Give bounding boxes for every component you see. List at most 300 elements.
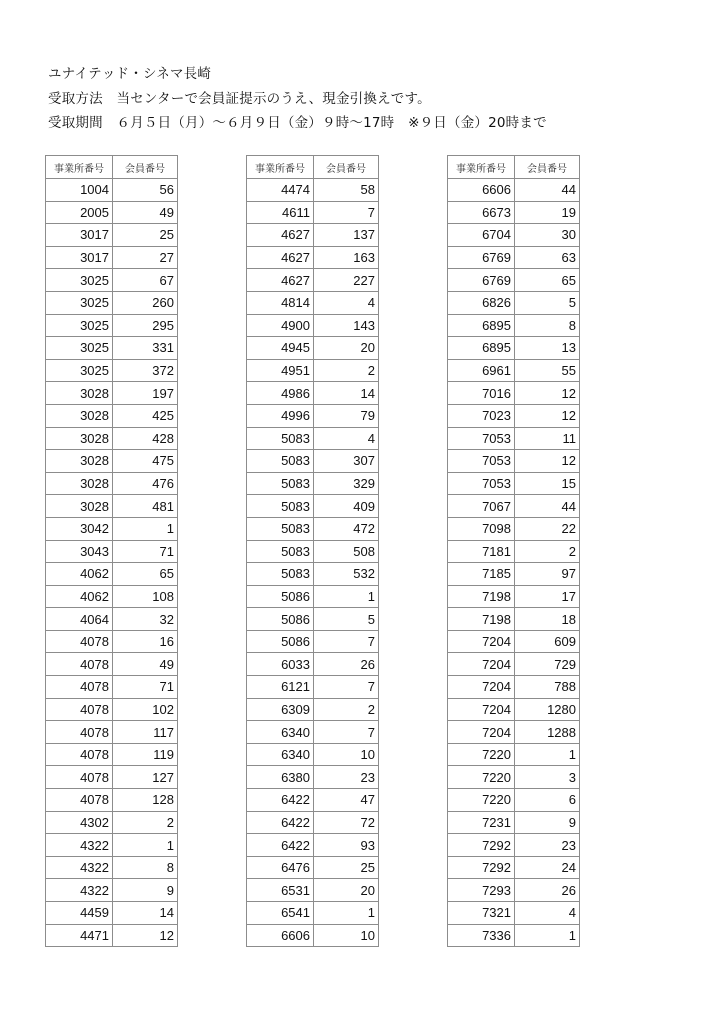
table-row bbox=[247, 789, 379, 812]
office-number-header: 事業所番号 bbox=[46, 156, 113, 179]
office-number-cell: 4627 bbox=[247, 246, 314, 269]
table-row bbox=[247, 495, 379, 518]
document-header bbox=[48, 62, 547, 136]
office-number-cell: 6121 bbox=[247, 676, 314, 699]
member-number-cell: 22 bbox=[515, 517, 580, 540]
table-row bbox=[46, 653, 178, 676]
member-number-cell: 25 bbox=[113, 224, 178, 247]
table-row bbox=[46, 540, 178, 563]
member-number-cell: 788 bbox=[515, 676, 580, 699]
table-row bbox=[46, 924, 178, 947]
office-number-cell: 6961 bbox=[448, 359, 515, 382]
office-number-cell: 7016 bbox=[448, 382, 515, 405]
table-row bbox=[247, 879, 379, 902]
member-number-header: 会員番号 bbox=[113, 156, 178, 179]
office-number-cell: 7204 bbox=[448, 676, 515, 699]
office-number-cell: 6769 bbox=[448, 269, 515, 292]
member-number-cell: 10 bbox=[314, 743, 379, 766]
office-number-cell: 6541 bbox=[247, 902, 314, 925]
office-number-cell: 6340 bbox=[247, 721, 314, 744]
office-number-cell: 4078 bbox=[46, 698, 113, 721]
table-row bbox=[448, 404, 580, 427]
office-number-cell: 6531 bbox=[247, 879, 314, 902]
office-number-cell: 3017 bbox=[46, 224, 113, 247]
table-row bbox=[247, 721, 379, 744]
office-number-cell: 4627 bbox=[247, 269, 314, 292]
office-number-cell: 3025 bbox=[46, 337, 113, 360]
office-number-cell: 4078 bbox=[46, 653, 113, 676]
table-row bbox=[448, 743, 580, 766]
table-row bbox=[247, 179, 379, 202]
member-number-cell: 17 bbox=[515, 585, 580, 608]
table-row bbox=[448, 879, 580, 902]
member-number-cell: 729 bbox=[515, 653, 580, 676]
member-number-cell: 5 bbox=[515, 291, 580, 314]
office-number-cell: 4611 bbox=[247, 201, 314, 224]
office-number-cell: 7204 bbox=[448, 698, 515, 721]
office-number-cell: 4945 bbox=[247, 337, 314, 360]
table-row bbox=[448, 246, 580, 269]
table-row bbox=[46, 811, 178, 834]
office-number-cell: 3028 bbox=[46, 427, 113, 450]
table-row bbox=[448, 540, 580, 563]
member-number-cell: 97 bbox=[515, 563, 580, 586]
member-number-cell: 409 bbox=[314, 495, 379, 518]
member-number-cell: 1 bbox=[515, 743, 580, 766]
table-row bbox=[448, 201, 580, 224]
member-number-cell: 7 bbox=[314, 721, 379, 744]
member-number-cell: 307 bbox=[314, 450, 379, 473]
office-number-cell: 4064 bbox=[46, 608, 113, 631]
table-row bbox=[46, 179, 178, 202]
office-number-cell: 3017 bbox=[46, 246, 113, 269]
office-number-cell: 3028 bbox=[46, 495, 113, 518]
office-number-cell: 6606 bbox=[448, 179, 515, 202]
member-number-cell: 260 bbox=[113, 291, 178, 314]
member-number-cell: 56 bbox=[113, 179, 178, 202]
table-row bbox=[247, 630, 379, 653]
member-number-cell: 1280 bbox=[515, 698, 580, 721]
member-number-cell: 79 bbox=[314, 404, 379, 427]
office-number-cell: 5083 bbox=[247, 563, 314, 586]
office-number-cell: 7023 bbox=[448, 404, 515, 427]
table-row bbox=[448, 721, 580, 744]
table-row bbox=[46, 563, 178, 586]
office-number-cell: 7231 bbox=[448, 811, 515, 834]
member-number-cell: 197 bbox=[113, 382, 178, 405]
office-number-cell: 7198 bbox=[448, 585, 515, 608]
table-row bbox=[247, 585, 379, 608]
table-row bbox=[46, 291, 178, 314]
table-row bbox=[247, 337, 379, 360]
table-row bbox=[46, 608, 178, 631]
office-number-cell: 7067 bbox=[448, 495, 515, 518]
member-number-cell: 24 bbox=[515, 856, 580, 879]
table-row bbox=[46, 743, 178, 766]
member-number-cell: 331 bbox=[113, 337, 178, 360]
table-row bbox=[448, 269, 580, 292]
member-number-cell: 23 bbox=[314, 766, 379, 789]
office-number-cell: 4814 bbox=[247, 291, 314, 314]
member-number-cell: 14 bbox=[314, 382, 379, 405]
member-number-cell: 3 bbox=[515, 766, 580, 789]
member-number-header: 会員番号 bbox=[314, 156, 379, 179]
table-row bbox=[448, 179, 580, 202]
member-number-cell: 5 bbox=[314, 608, 379, 631]
office-number-cell: 6769 bbox=[448, 246, 515, 269]
office-number-cell: 3028 bbox=[46, 382, 113, 405]
table-row bbox=[46, 676, 178, 699]
member-number-cell: 128 bbox=[113, 789, 178, 812]
office-number-cell: 3028 bbox=[46, 472, 113, 495]
table-row bbox=[448, 608, 580, 631]
office-number-cell: 5083 bbox=[247, 495, 314, 518]
office-number-cell: 6422 bbox=[247, 811, 314, 834]
table-row bbox=[448, 585, 580, 608]
table-row bbox=[247, 676, 379, 699]
table-row bbox=[46, 789, 178, 812]
table-row bbox=[46, 856, 178, 879]
member-number-cell: 8 bbox=[515, 314, 580, 337]
member-number-cell: 8 bbox=[113, 856, 178, 879]
table-row bbox=[46, 359, 178, 382]
office-number-cell: 6476 bbox=[247, 856, 314, 879]
office-number-cell: 5086 bbox=[247, 630, 314, 653]
office-number-cell: 4078 bbox=[46, 766, 113, 789]
member-number-cell: 472 bbox=[314, 517, 379, 540]
table-row bbox=[448, 856, 580, 879]
member-number-cell: 7 bbox=[314, 676, 379, 699]
member-number-cell: 26 bbox=[515, 879, 580, 902]
table-row bbox=[46, 201, 178, 224]
member-number-cell: 1 bbox=[314, 585, 379, 608]
member-number-cell: 30 bbox=[515, 224, 580, 247]
office-number-header: 事業所番号 bbox=[247, 156, 314, 179]
member-number-cell: 7 bbox=[314, 630, 379, 653]
office-number-cell: 4322 bbox=[46, 834, 113, 857]
office-number-cell: 4459 bbox=[46, 902, 113, 925]
member-number-cell: 49 bbox=[113, 653, 178, 676]
table-row bbox=[448, 653, 580, 676]
table-row bbox=[247, 359, 379, 382]
member-number-cell: 27 bbox=[113, 246, 178, 269]
office-number-cell: 3025 bbox=[46, 269, 113, 292]
table-row bbox=[247, 450, 379, 473]
office-number-cell: 4996 bbox=[247, 404, 314, 427]
member-table-1 bbox=[45, 155, 178, 947]
member-number-cell: 508 bbox=[314, 540, 379, 563]
office-number-cell: 3042 bbox=[46, 517, 113, 540]
office-number-cell: 4322 bbox=[46, 879, 113, 902]
table-row bbox=[46, 902, 178, 925]
table-row bbox=[247, 608, 379, 631]
table-row bbox=[46, 472, 178, 495]
table-row bbox=[247, 404, 379, 427]
table-row bbox=[247, 653, 379, 676]
member-number-cell: 295 bbox=[113, 314, 178, 337]
table-row bbox=[448, 811, 580, 834]
table-row bbox=[46, 450, 178, 473]
member-number-cell: 117 bbox=[113, 721, 178, 744]
office-number-cell: 7336 bbox=[448, 924, 515, 947]
office-number-cell: 7053 bbox=[448, 427, 515, 450]
office-number-cell: 7292 bbox=[448, 856, 515, 879]
table-row bbox=[448, 698, 580, 721]
table-row bbox=[46, 314, 178, 337]
office-number-cell: 6340 bbox=[247, 743, 314, 766]
table-row bbox=[247, 540, 379, 563]
table-row bbox=[448, 382, 580, 405]
table-row bbox=[448, 427, 580, 450]
office-number-cell: 4078 bbox=[46, 789, 113, 812]
member-number-cell: 25 bbox=[314, 856, 379, 879]
office-number-cell: 4078 bbox=[46, 630, 113, 653]
member-number-cell: 12 bbox=[515, 404, 580, 427]
table-row bbox=[46, 630, 178, 653]
member-number-cell: 532 bbox=[314, 563, 379, 586]
member-number-cell: 12 bbox=[515, 382, 580, 405]
member-number-cell: 16 bbox=[113, 630, 178, 653]
venue-name: ユナイテッド・シネマ長崎 bbox=[48, 66, 212, 82]
office-number-cell: 6309 bbox=[247, 698, 314, 721]
member-number-cell: 55 bbox=[515, 359, 580, 382]
member-number-cell: 476 bbox=[113, 472, 178, 495]
member-number-cell: 1 bbox=[113, 834, 178, 857]
member-number-cell: 108 bbox=[113, 585, 178, 608]
member-number-header: 会員番号 bbox=[515, 156, 580, 179]
member-number-cell: 1 bbox=[314, 902, 379, 925]
table-row bbox=[247, 224, 379, 247]
member-number-cell: 23 bbox=[515, 834, 580, 857]
member-number-cell: 65 bbox=[515, 269, 580, 292]
table-row bbox=[46, 879, 178, 902]
table-row bbox=[46, 585, 178, 608]
member-number-cell: 93 bbox=[314, 834, 379, 857]
member-number-cell: 49 bbox=[113, 201, 178, 224]
office-number-cell: 4900 bbox=[247, 314, 314, 337]
member-number-cell: 72 bbox=[314, 811, 379, 834]
table-row bbox=[448, 766, 580, 789]
table-row bbox=[247, 856, 379, 879]
member-number-cell: 18 bbox=[515, 608, 580, 631]
member-number-cell: 372 bbox=[113, 359, 178, 382]
member-number-cell: 6 bbox=[515, 789, 580, 812]
office-number-cell: 6422 bbox=[247, 789, 314, 812]
member-number-cell: 428 bbox=[113, 427, 178, 450]
office-number-cell: 5083 bbox=[247, 472, 314, 495]
member-number-cell: 475 bbox=[113, 450, 178, 473]
member-number-cell: 2 bbox=[515, 540, 580, 563]
member-number-cell: 119 bbox=[113, 743, 178, 766]
office-number-cell: 7053 bbox=[448, 472, 515, 495]
office-number-cell: 5083 bbox=[247, 517, 314, 540]
office-number-cell: 4062 bbox=[46, 585, 113, 608]
member-number-cell: 15 bbox=[515, 472, 580, 495]
office-number-cell: 3025 bbox=[46, 291, 113, 314]
table-row bbox=[46, 834, 178, 857]
table-row bbox=[46, 404, 178, 427]
member-number-cell: 10 bbox=[314, 924, 379, 947]
member-number-cell: 71 bbox=[113, 540, 178, 563]
table-row bbox=[46, 246, 178, 269]
member-number-cell: 32 bbox=[113, 608, 178, 631]
member-number-cell: 12 bbox=[515, 450, 580, 473]
table-row bbox=[247, 246, 379, 269]
table-row bbox=[46, 337, 178, 360]
table-row bbox=[247, 269, 379, 292]
member-number-cell: 1288 bbox=[515, 721, 580, 744]
member-number-cell: 1 bbox=[113, 517, 178, 540]
table-row bbox=[448, 676, 580, 699]
office-number-cell: 7198 bbox=[448, 608, 515, 631]
table-row bbox=[448, 337, 580, 360]
office-number-cell: 7321 bbox=[448, 902, 515, 925]
table-row bbox=[247, 427, 379, 450]
office-number-cell: 6826 bbox=[448, 291, 515, 314]
table-row bbox=[448, 314, 580, 337]
member-number-cell: 12 bbox=[113, 924, 178, 947]
table-row bbox=[448, 924, 580, 947]
office-number-cell: 3025 bbox=[46, 359, 113, 382]
office-number-cell: 6673 bbox=[448, 201, 515, 224]
member-number-cell: 11 bbox=[515, 427, 580, 450]
member-number-cell: 163 bbox=[314, 246, 379, 269]
table-row bbox=[448, 517, 580, 540]
member-number-cell: 102 bbox=[113, 698, 178, 721]
table-row bbox=[448, 630, 580, 653]
office-number-cell: 4471 bbox=[46, 924, 113, 947]
member-number-cell: 20 bbox=[314, 337, 379, 360]
member-table-3 bbox=[447, 155, 580, 947]
member-number-cell: 609 bbox=[515, 630, 580, 653]
table-row bbox=[247, 472, 379, 495]
office-number-cell: 5083 bbox=[247, 427, 314, 450]
office-number-cell: 7220 bbox=[448, 743, 515, 766]
member-number-cell: 63 bbox=[515, 246, 580, 269]
pickup-period: 受取期間 ６月５日（月）〜６月９日（金）９時〜17時 ※９日（金）20時まで bbox=[48, 115, 547, 131]
office-number-cell: 4951 bbox=[247, 359, 314, 382]
office-number-cell: 6380 bbox=[247, 766, 314, 789]
table-row bbox=[247, 314, 379, 337]
table-row bbox=[247, 517, 379, 540]
table-row bbox=[247, 563, 379, 586]
member-number-cell: 2 bbox=[113, 811, 178, 834]
member-table-2 bbox=[246, 155, 379, 947]
office-number-cell: 4078 bbox=[46, 743, 113, 766]
table-row bbox=[247, 902, 379, 925]
table-row bbox=[46, 427, 178, 450]
office-number-cell: 4322 bbox=[46, 856, 113, 879]
office-number-cell: 6606 bbox=[247, 924, 314, 947]
office-number-cell: 1004 bbox=[46, 179, 113, 202]
table-row bbox=[46, 224, 178, 247]
table-row bbox=[448, 902, 580, 925]
office-number-cell: 6033 bbox=[247, 653, 314, 676]
member-number-cell: 9 bbox=[515, 811, 580, 834]
office-number-cell: 4474 bbox=[247, 179, 314, 202]
office-number-cell: 7220 bbox=[448, 766, 515, 789]
member-number-cell: 4 bbox=[314, 427, 379, 450]
office-number-cell: 3025 bbox=[46, 314, 113, 337]
member-number-cell: 425 bbox=[113, 404, 178, 427]
member-number-cell: 65 bbox=[113, 563, 178, 586]
member-number-cell: 71 bbox=[113, 676, 178, 699]
member-number-cell: 67 bbox=[113, 269, 178, 292]
member-number-cell: 481 bbox=[113, 495, 178, 518]
table-row bbox=[448, 450, 580, 473]
member-number-cell: 2 bbox=[314, 359, 379, 382]
member-number-cell: 20 bbox=[314, 879, 379, 902]
member-number-cell: 19 bbox=[515, 201, 580, 224]
office-number-cell: 6422 bbox=[247, 834, 314, 857]
office-number-cell: 7220 bbox=[448, 789, 515, 812]
office-number-cell: 3028 bbox=[46, 450, 113, 473]
table-row bbox=[46, 495, 178, 518]
member-number-cell: 1 bbox=[515, 924, 580, 947]
table-row bbox=[448, 472, 580, 495]
table-row bbox=[448, 789, 580, 812]
member-number-cell: 329 bbox=[314, 472, 379, 495]
office-number-cell: 7053 bbox=[448, 450, 515, 473]
member-number-cell: 9 bbox=[113, 879, 178, 902]
member-number-cell: 137 bbox=[314, 224, 379, 247]
table-row bbox=[247, 766, 379, 789]
table-row bbox=[448, 563, 580, 586]
office-number-cell: 7204 bbox=[448, 653, 515, 676]
member-number-cell: 227 bbox=[314, 269, 379, 292]
table-row bbox=[247, 924, 379, 947]
member-number-cell: 58 bbox=[314, 179, 379, 202]
office-number-cell: 5083 bbox=[247, 540, 314, 563]
table-row bbox=[448, 834, 580, 857]
office-number-cell: 4078 bbox=[46, 676, 113, 699]
table-row bbox=[247, 698, 379, 721]
office-number-cell: 6895 bbox=[448, 337, 515, 360]
office-number-cell: 7292 bbox=[448, 834, 515, 857]
table-row bbox=[46, 517, 178, 540]
office-number-cell: 5086 bbox=[247, 608, 314, 631]
member-number-cell: 2 bbox=[314, 698, 379, 721]
member-number-cell: 14 bbox=[113, 902, 178, 925]
table-row bbox=[247, 811, 379, 834]
office-number-cell: 3043 bbox=[46, 540, 113, 563]
pickup-method: 受取方法 当センターで会員証提示のうえ、現金引換えです。 bbox=[48, 90, 431, 107]
table-row bbox=[247, 834, 379, 857]
table-row bbox=[247, 291, 379, 314]
table-row bbox=[247, 201, 379, 224]
table-row bbox=[46, 382, 178, 405]
table-row bbox=[46, 698, 178, 721]
member-number-cell: 44 bbox=[515, 179, 580, 202]
table-row bbox=[448, 224, 580, 247]
member-number-cell: 7 bbox=[314, 201, 379, 224]
office-number-cell: 4302 bbox=[46, 811, 113, 834]
office-number-cell: 4078 bbox=[46, 721, 113, 744]
office-number-cell: 4627 bbox=[247, 224, 314, 247]
office-number-cell: 3028 bbox=[46, 404, 113, 427]
member-number-cell: 26 bbox=[314, 653, 379, 676]
office-number-cell: 5086 bbox=[247, 585, 314, 608]
table-row bbox=[247, 382, 379, 405]
office-number-cell: 7204 bbox=[448, 630, 515, 653]
office-number-cell: 7185 bbox=[448, 563, 515, 586]
table-row bbox=[247, 743, 379, 766]
office-number-cell: 7293 bbox=[448, 879, 515, 902]
office-number-cell: 7204 bbox=[448, 721, 515, 744]
table-row bbox=[448, 495, 580, 518]
office-number-cell: 5083 bbox=[247, 450, 314, 473]
member-number-cell: 127 bbox=[113, 766, 178, 789]
